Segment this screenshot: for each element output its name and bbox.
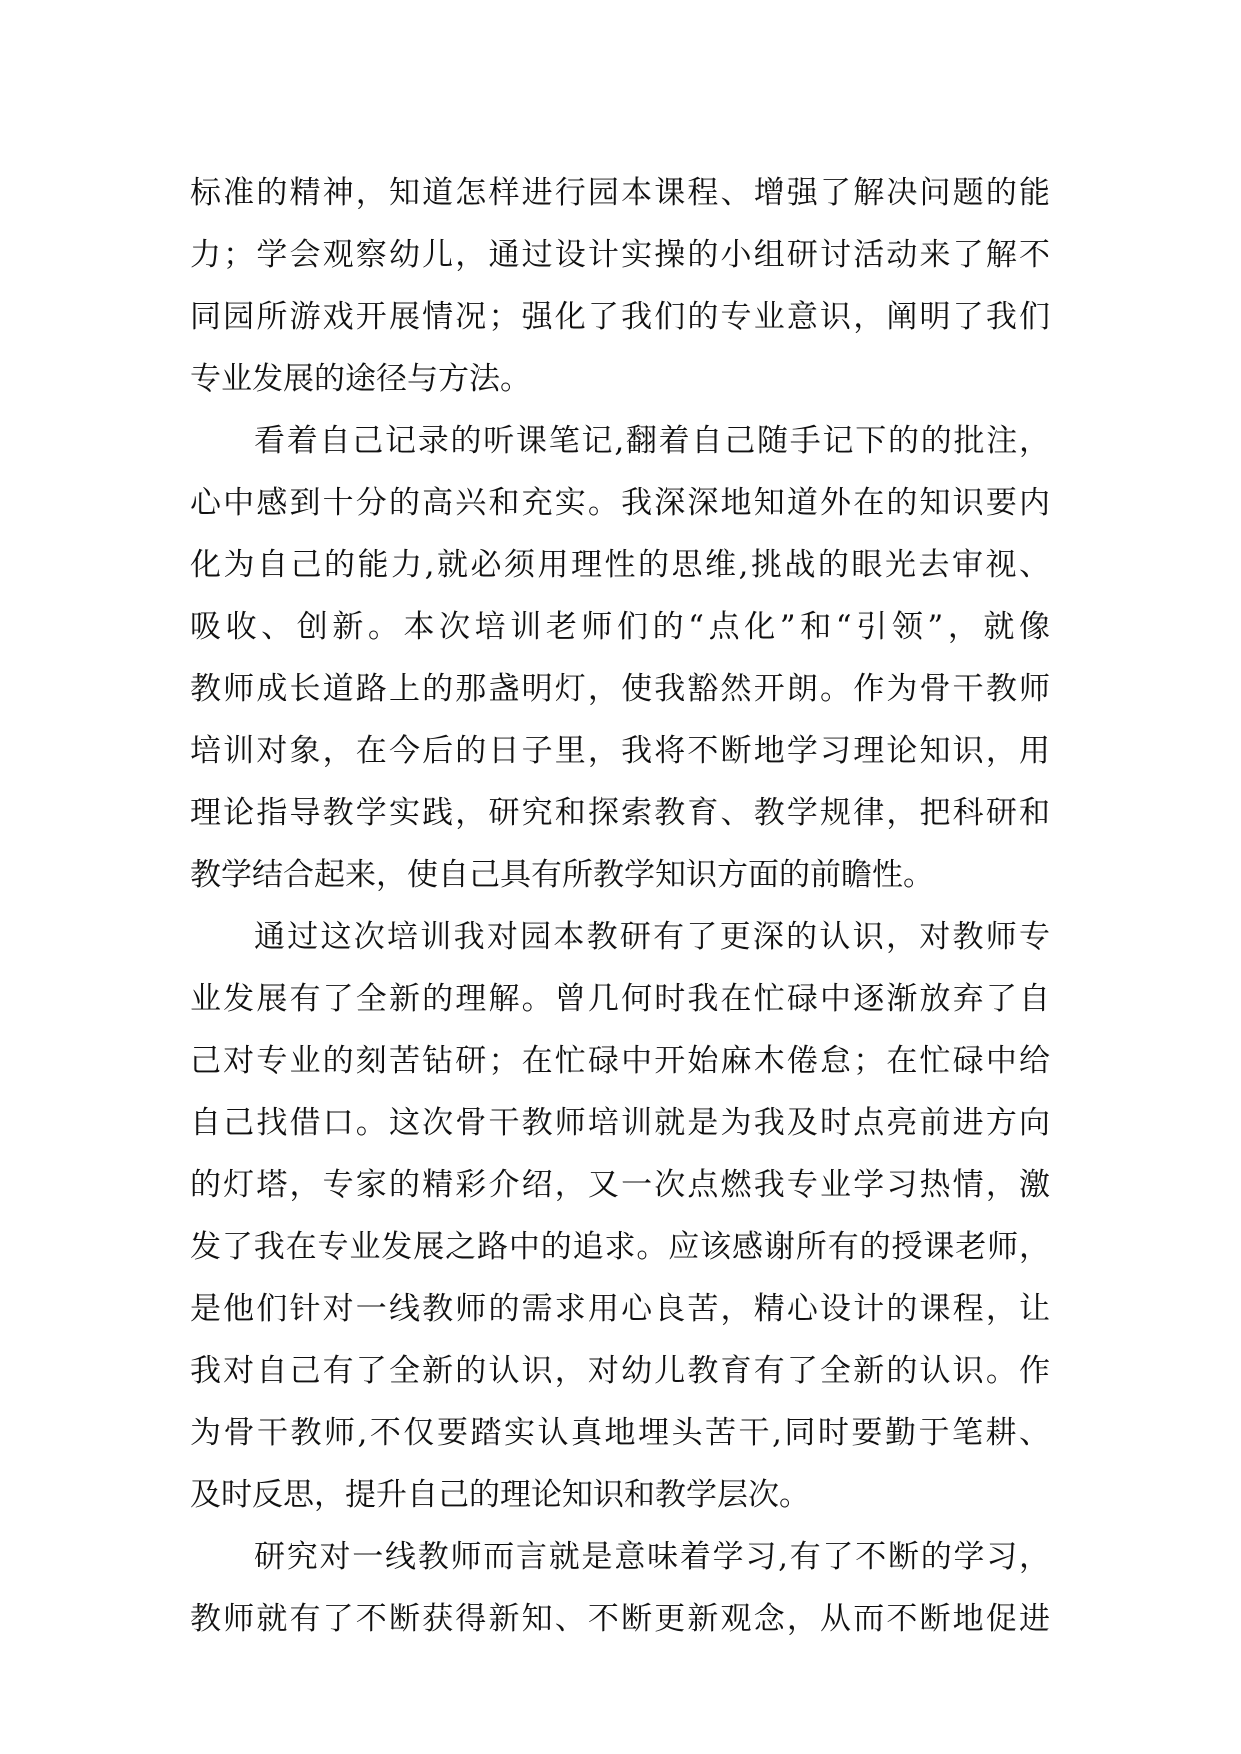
- paragraph-4: [190, 1526, 1050, 1650]
- paragraph-2: [190, 410, 1050, 906]
- text-line: 理论指导教学实践，研究和探索教育、教学规律，把科研和: [190, 795, 1050, 831]
- text-line: 为骨干教师,不仅要踏实认真地埋头苦干,同时要勤于笔耕、: [190, 1415, 1050, 1451]
- text-line: 教师成长道路上的那盏明灯，使我豁然开朗。作为骨干教师: [190, 671, 1050, 707]
- text-line: 吸收、创新。本次培训老师们的“点化”和“引领”，就像: [190, 609, 1050, 645]
- text-line: 教学结合起来，使自己具有所教学知识方面的前瞻性。: [190, 857, 934, 893]
- body-text: [190, 162, 1050, 1650]
- text-line: 标准的精神，知道怎样进行园本课程、增强了解决问题的能: [190, 175, 1050, 211]
- text-line: 化为自己的能力,就必须用理性的思维,挑战的眼光去审视、: [190, 547, 1050, 583]
- text-line: 研究对一线教师而言就是意味着学习,有了不断的学习，: [254, 1539, 1050, 1575]
- text-line: 专业发展的途径与方法。: [190, 361, 531, 397]
- text-line: 培训对象，在今后的日子里，我将不断地学习理论知识，用: [190, 733, 1050, 769]
- text-line: 自己找借口。这次骨干教师培训就是为我及时点亮前进方向: [190, 1105, 1050, 1141]
- paragraph-3: [190, 906, 1050, 1526]
- text-line: 的灯塔，专家的精彩介绍，又一次点燃我专业学习热情，激: [190, 1167, 1050, 1203]
- text-line: 力；学会观察幼儿，通过设计实操的小组研讨活动来了解不: [190, 237, 1050, 273]
- text-line: 我对自己有了全新的认识，对幼儿教育有了全新的认识。作: [190, 1353, 1050, 1389]
- text-line: 教师就有了不断获得新知、不断更新观念，从而不断地促进: [190, 1601, 1050, 1637]
- text-line: 心中感到十分的高兴和充实。我深深地知道外在的知识要内: [190, 485, 1050, 521]
- text-line: 己对专业的刻苦钻研；在忙碌中开始麻木倦怠；在忙碌中给: [190, 1043, 1050, 1079]
- text-line: 同园所游戏开展情况；强化了我们的专业意识，阐明了我们: [190, 299, 1050, 335]
- paragraph-1: [190, 162, 1050, 410]
- text-line: 是他们针对一线教师的需求用心良苦，精心设计的课程，让: [190, 1291, 1050, 1327]
- text-line: 及时反思，提升自己的理论知识和教学层次。: [190, 1477, 810, 1513]
- text-line: 看着自己记录的听课笔记,翻着自己随手记下的的批注，: [254, 423, 1050, 459]
- text-line: 发了我在专业发展之路中的追求。应该感谢所有的授课老师，: [190, 1229, 1050, 1265]
- text-line: 通过这次培训我对园本教研有了更深的认识，对教师专: [254, 919, 1050, 955]
- text-line: 业发展有了全新的理解。曾几何时我在忙碌中逐渐放弃了自: [190, 981, 1050, 1017]
